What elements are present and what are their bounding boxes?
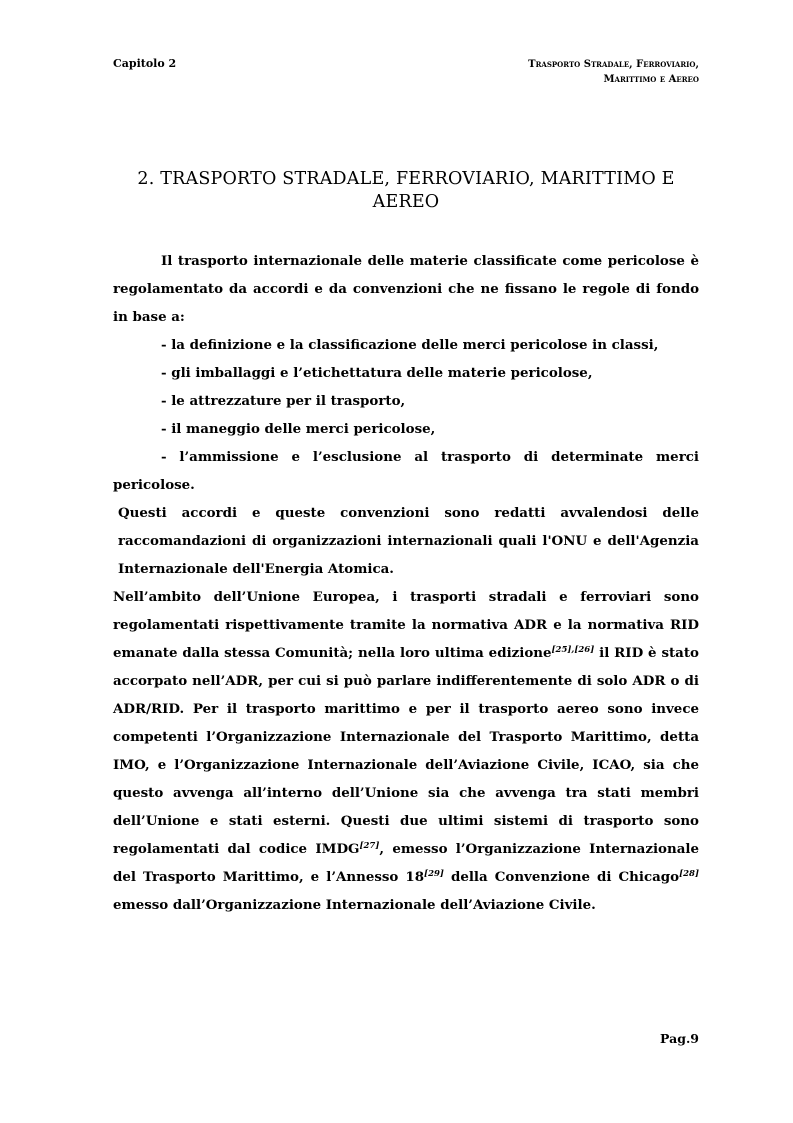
para3-text-3: , emesso l’Organizzazione Internazionale del Trasporto Marittimo, e l’Annesso 18	[113, 841, 699, 885]
list-item: - il maneggio delle merci pericolose,	[161, 421, 436, 437]
list-item: - le attrezzature per il trasporto,	[161, 393, 406, 409]
para3-text-5: emesso dall’Organizzazione Internazionale dell’Aviazione Civile.	[113, 897, 596, 913]
reference-25-26: [25],[26]	[551, 645, 595, 655]
header-chapter: Capitolo 2	[113, 57, 177, 70]
list-item: - la definizione e la classificazione delle merci pericolose in classi,	[161, 337, 659, 353]
para3-text-4: della Convenzione di Chicago	[443, 869, 680, 885]
body-text	[113, 247, 699, 919]
reference-28: [28]	[679, 869, 699, 879]
header-section-line-2: Marittimo e Aereo	[603, 74, 699, 85]
reference-27: [27]	[359, 841, 380, 851]
intro-paragraph: Il trasporto internazionale delle materie classificate come pericolose è regolamentato da accordi e da convenzioni che ne fissano le regole di fondo in base a:	[113, 253, 699, 325]
para3-text-1: Nell’ambito dell’Unione Europea, i trasporti stradali e ferroviari sono regolamentati rispettivamente tramite la normativa ADR e la normativa RID emanate dalla stessa Comunità; nella loro ultima edizione	[113, 589, 699, 661]
list-item: - l’ammissione e l’esclusione al trasporto di determinate merci pericolose.	[113, 449, 699, 493]
para3-text-2: il RID è stato accorpato nell’ADR, per cui si può parlare indifferentemente di solo ADR o di ADR/RID. Per il trasporto marittimo e per il trasporto aereo sono invece competenti l’Organizzazione Internazionale del Trasporto Marittimo, detta IMO, e l’Organizzazione Internazionale dell’Aviazione Civile, ICAO, sia che questo avvenga all’interno dell’Unione sia che avvenga tra stati membri dell’Unione e stati esterni. Questi due ultimi sistemi di trasporto sono regolamentati dal codice IMDG	[113, 645, 699, 857]
header-section-title	[439, 57, 699, 87]
list-item: - gli imballaggi e l’etichettatura delle materie pericolose,	[161, 365, 593, 381]
chapter-title: 2. TRASPORTO STRADALE, FERROVIARIO, MARITTIMO E AEREO	[137, 169, 675, 212]
page-number: Pag.9	[660, 1031, 699, 1046]
paragraph-eu-regulations	[113, 583, 699, 919]
paragraph-recommendations: Questi accordi e queste convenzioni sono redatti avvalendosi delle raccomandazioni di organizzazioni internazionali quali l'ONU e dell'Agenzia Internazionale dell'Energia Atomica.	[118, 505, 699, 577]
header-section-line-1: Trasporto Stradale, Ferroviario,	[528, 59, 699, 70]
reference-29: [29]	[424, 869, 444, 879]
